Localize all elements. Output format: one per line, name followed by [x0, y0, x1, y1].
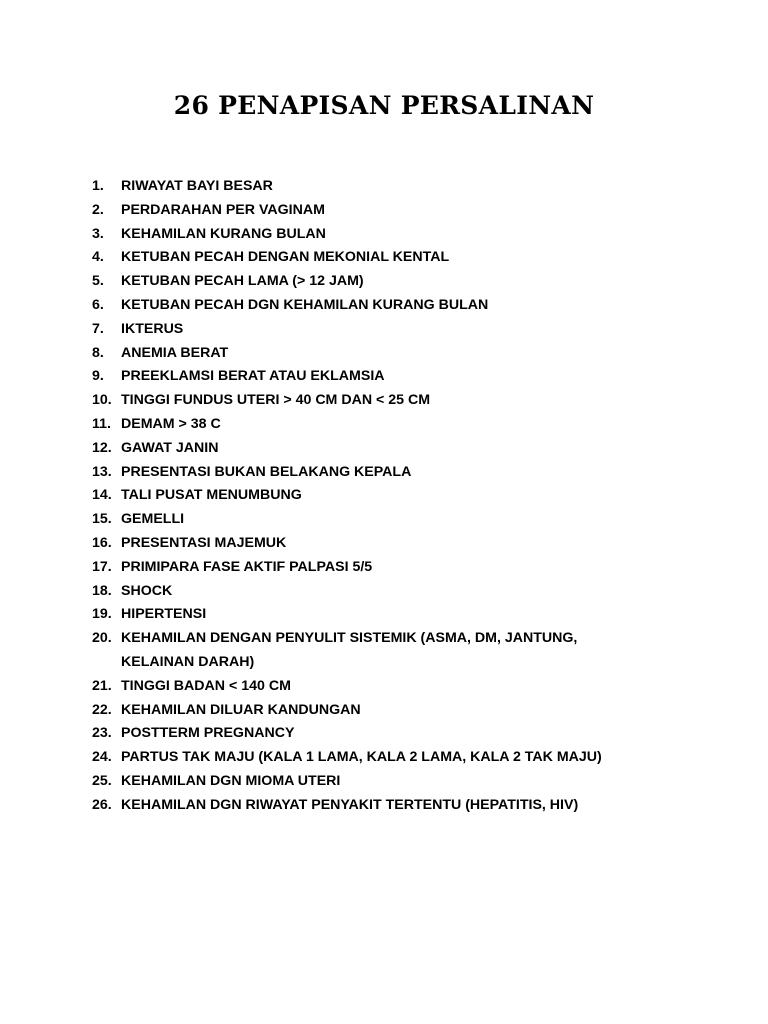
list-item	[92, 627, 692, 675]
list-item-text: PERDARAHAN PER VAGINAM	[121, 201, 325, 218]
list-item-number: 22.	[92, 701, 112, 718]
list-item-number: 11.	[92, 415, 111, 432]
list-item	[92, 484, 692, 508]
list-item-text: PRIMIPARA FASE AKTIF PALPASI 5/5	[121, 558, 373, 575]
list-item-text: KEHAMILAN DGN RIWAYAT PENYAKIT TERTENTU (HEPATITIS, HIV)	[121, 796, 579, 813]
list-item-number: 15.	[92, 511, 112, 528]
list-item-number: 1.	[92, 178, 104, 194]
list-item-text: KELAINAN DARAH)	[121, 653, 255, 670]
list-item-text: KEHAMILAN KURANG BULAN	[121, 225, 326, 242]
list-item	[92, 246, 692, 270]
list-item-text: SHOCK	[121, 582, 173, 599]
list-item-number: 21.	[92, 677, 112, 694]
list-item	[92, 556, 692, 580]
list-item-text: KETUBAN PECAH LAMA (> 12 JAM)	[121, 273, 364, 290]
list-item	[92, 318, 692, 342]
list-item-number: 18.	[92, 582, 112, 599]
list-item-text: ANEMIA BERAT	[121, 344, 229, 361]
list-item	[92, 746, 692, 770]
list-item-text: KETUBAN PECAH DGN KEHAMILAN KURANG BULAN	[121, 296, 489, 313]
list-item-text: HIPERTENSI	[121, 606, 207, 623]
list-item-number: 10.	[92, 392, 112, 409]
list-item-number: 25.	[92, 772, 112, 789]
list-item	[92, 365, 692, 389]
list-item-number: 23.	[92, 725, 112, 742]
list-item-number: 17.	[92, 558, 112, 575]
list-item	[92, 175, 692, 199]
list-item-text: KEHAMILAN DGN MIOMA UTERI	[121, 772, 341, 789]
list-item	[92, 532, 692, 556]
list-item-number: 4.	[92, 249, 104, 266]
list-item	[92, 413, 692, 437]
list-item-number: 20.	[92, 630, 112, 647]
list-item	[92, 199, 692, 223]
list-item	[92, 294, 692, 318]
list-item-number: 19.	[92, 606, 112, 623]
list-item-number: 24.	[92, 749, 112, 766]
list-item-number: 2.	[92, 201, 104, 218]
list-item-text: IKTERUS	[121, 320, 184, 337]
list-item-text: DEMAM > 38 C	[121, 415, 221, 432]
list-item-text: GEMELLI	[121, 511, 185, 528]
list-item	[92, 770, 692, 794]
screening-list	[92, 175, 692, 818]
list-item	[92, 342, 692, 366]
list-item-text: KEHAMILAN DILUAR KANDUNGAN	[121, 701, 361, 718]
list-item	[92, 223, 692, 247]
list-item	[92, 437, 692, 461]
list-item	[92, 461, 692, 485]
list-item	[92, 722, 692, 746]
list-item	[92, 270, 692, 294]
list-item-number: 7.	[92, 320, 104, 337]
list-item-number: 5.	[92, 273, 104, 290]
list-item	[92, 389, 692, 413]
list-item-text: POSTTERM PREGNANCY	[121, 725, 295, 742]
list-item	[92, 508, 692, 532]
list-item-text: KETUBAN PECAH DENGAN MEKONIAL KENTAL	[121, 249, 450, 266]
list-item	[92, 675, 692, 699]
list-item	[92, 580, 692, 604]
list-item-number: 9.	[92, 368, 104, 385]
list-item-number: 13.	[92, 463, 112, 480]
list-item-text: GAWAT JANIN	[121, 439, 219, 456]
list-item-text: KEHAMILAN DENGAN PENYULIT SISTEMIK (ASMA, DM, JANTUNG,	[121, 630, 578, 647]
list-item-text: RIWAYAT BAYI BESAR	[121, 178, 273, 194]
list-item-text: PRESENTASI MAJEMUK	[121, 534, 287, 551]
list-item-text: PARTUS TAK MAJU (KALA 1 LAMA, KALA 2 LAMA, KALA 2 TAK MAJU)	[121, 749, 602, 766]
list-item	[92, 699, 692, 723]
list-item-text: TINGGI BADAN < 140 CM	[121, 677, 291, 694]
list-item-number: 3.	[92, 225, 104, 242]
list-item-number: 6.	[92, 296, 104, 313]
list-item-text: TINGGI FUNDUS UTERI > 40 CM DAN < 25 CM	[121, 392, 431, 409]
page-title: 26 PENAPISAN PERSALINAN	[173, 91, 595, 120]
list-item	[92, 603, 692, 627]
list-item-number: 12.	[92, 439, 112, 456]
list-item-number: 8.	[92, 344, 104, 361]
list-item-text: PREEKLAMSI BERAT ATAU EKLAMSIA	[121, 368, 385, 385]
list-item-text: TALI PUSAT MENUMBUNG	[121, 487, 302, 504]
list-item	[92, 794, 692, 818]
list-item-number: 14.	[92, 487, 112, 504]
list-item-number: 26.	[92, 796, 112, 813]
list-item-number: 16.	[92, 534, 112, 551]
list-item-text: PRESENTASI BUKAN BELAKANG KEPALA	[121, 463, 412, 480]
